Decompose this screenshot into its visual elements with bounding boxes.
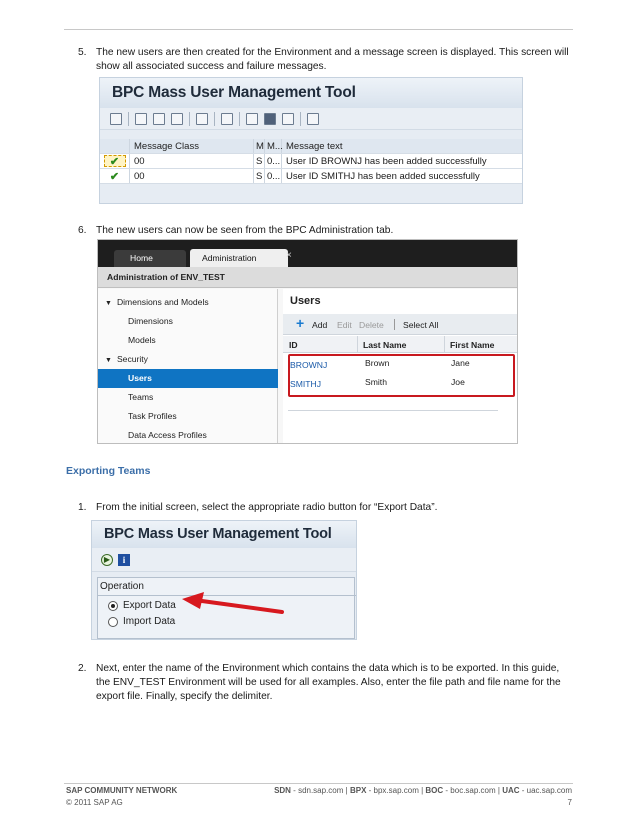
import-data-label[interactable]: Import Data — [123, 616, 176, 627]
message-number-cell: 0... — [267, 170, 281, 182]
checkmark-icon: ✔ — [109, 170, 120, 183]
tab-home[interactable]: Home — [114, 250, 186, 267]
select-column-header — [100, 139, 130, 153]
footer-bpx-link[interactable]: - bpx.sap.com | — [366, 786, 426, 795]
row-selector[interactable] — [104, 155, 126, 167]
step-text: The new users can now be seen from the BPC Administration tab. — [96, 225, 394, 236]
grid-header — [100, 139, 523, 154]
step-5 — [64, 46, 576, 74]
step-text: Next, enter the name of the Environment which contains the data which is to be exported. In this guide, the ENV_TEST Environment will be used for all examples. Also, enter the file path and file name for the export file. Finally, specify the delimiter. — [96, 663, 561, 702]
toolbar-separator — [239, 112, 240, 126]
arrow-shaft — [202, 601, 282, 612]
first-name-cell: Joe — [451, 377, 465, 387]
tab-bar — [98, 240, 517, 267]
message-class-cell: 00 — [130, 169, 254, 183]
step-text: From the initial screen, select the appropriate radio button for “Export Data”. — [96, 502, 438, 513]
step-number: 5. — [78, 47, 87, 58]
sap-title: BPC Mass User Management Tool — [100, 78, 522, 108]
tree-item-dimensions-and-models[interactable]: ▼ Dimensions and Models — [105, 297, 209, 307]
print-icon[interactable] — [135, 113, 147, 125]
tree-item-data-access-profiles[interactable]: Data Access Profiles — [128, 430, 207, 440]
refresh-icon[interactable] — [196, 113, 208, 125]
filter-icon[interactable] — [171, 113, 183, 125]
sap-toolbar — [100, 108, 522, 130]
footer-sdn-label: SDN — [274, 786, 291, 795]
users-grid-header — [283, 336, 518, 353]
column-divider — [357, 336, 358, 353]
users-title: Users — [290, 295, 321, 307]
footer-uac-link[interactable]: - uac.sap.com — [519, 786, 572, 795]
column-divider — [444, 336, 445, 353]
toolbar-separator — [128, 112, 129, 126]
step-number: 6. — [78, 225, 87, 236]
tree-item-teams[interactable]: Teams — [128, 392, 154, 402]
column-header-id[interactable]: ID — [289, 340, 298, 350]
column-header-first-name[interactable]: First Name — [450, 340, 495, 350]
sort-icon[interactable] — [153, 113, 165, 125]
delete-button[interactable]: Delete — [359, 320, 384, 330]
footer-network: SAP COMMUNITY NETWORK — [66, 786, 178, 795]
close-icon[interactable]: × — [286, 250, 292, 261]
toolbar-separator — [300, 112, 301, 126]
tree-item-users[interactable]: Users — [98, 369, 278, 388]
highlight-box — [288, 354, 515, 397]
toolbar-separator — [214, 112, 215, 126]
sap-title: BPC Mass User Management Tool — [92, 521, 356, 548]
export-data-label[interactable]: Export Data — [123, 600, 176, 611]
sap-message-screenshot — [99, 77, 523, 204]
last-name-cell: Smith — [365, 377, 387, 387]
message-text-cell: User ID SMITHJ has been added successfully — [286, 170, 480, 182]
footer-links — [274, 786, 572, 795]
users-panel — [283, 289, 518, 444]
execute-icon[interactable]: ▶ — [101, 554, 113, 566]
edit-button[interactable]: Edit — [337, 320, 352, 330]
add-icon[interactable]: + — [296, 315, 305, 331]
tree-item-security[interactable]: ▼ Security — [105, 354, 148, 364]
step-text: The new users are then created for the Environment and a message screen is displayed. This screen will show all associated success and failure messages. — [96, 47, 569, 72]
message-type-cell: S — [254, 169, 265, 183]
message-number-cell: 0... — [267, 155, 281, 167]
column-header[interactable]: M... — [267, 140, 283, 152]
tree-item-dimensions[interactable]: Dimensions — [128, 316, 173, 326]
column-header[interactable]: Message text — [286, 140, 343, 152]
select-all-button[interactable]: Select All — [403, 320, 439, 330]
tree-item-task-profiles[interactable]: Task Profiles — [128, 411, 177, 421]
footer-boc-label: BOC — [425, 786, 444, 795]
grid-icon[interactable] — [307, 113, 319, 125]
layout-icon[interactable] — [264, 113, 276, 125]
header-rule — [64, 29, 573, 30]
toolbar-separator — [394, 319, 395, 330]
red-arrow-annotation — [92, 521, 357, 640]
step-number: 1. — [78, 502, 87, 513]
step-1 — [64, 501, 576, 515]
first-name-cell: Jane — [451, 358, 470, 368]
arrow-head — [182, 592, 204, 609]
message-class-cell: 00 — [130, 154, 254, 168]
bpc-admin-screenshot — [97, 239, 518, 444]
chart-icon[interactable] — [282, 113, 294, 125]
export-icon[interactable] — [221, 113, 233, 125]
table-row[interactable] — [100, 169, 523, 184]
toolbar-separator — [189, 112, 190, 126]
expand-triangle-icon[interactable]: ▼ — [105, 300, 112, 307]
message-text-cell: User ID BROWNJ has been added successfully — [286, 155, 487, 167]
step-6 — [64, 224, 576, 238]
user-id-cell[interactable]: SMITHJ — [290, 379, 322, 389]
last-name-cell: Brown — [365, 358, 390, 368]
user-id-cell[interactable]: BROWNJ — [290, 360, 328, 370]
operation-label: Operation — [100, 581, 144, 592]
tab-administration[interactable]: Administration — [190, 249, 288, 267]
footer-sdn-link[interactable]: - sdn.sap.com | — [290, 786, 350, 795]
section-heading: Exporting Teams — [66, 465, 151, 477]
footer-bpx-label: BPX — [349, 786, 367, 795]
step-2 — [64, 662, 576, 704]
users-toolbar — [283, 314, 518, 335]
admin-tree — [98, 289, 278, 444]
footer-rule — [64, 783, 573, 784]
grid-bottom-rule — [288, 399, 498, 411]
info-icon[interactable]: i — [118, 554, 130, 566]
message-grid — [100, 139, 523, 184]
admin-header: Administration of ENV_TEST — [98, 267, 517, 288]
footer-uac-label: UAC — [502, 786, 520, 795]
footer-boc-link[interactable]: - boc.sap.com | — [443, 786, 503, 795]
table-row[interactable] — [100, 154, 523, 169]
step-number: 2. — [78, 663, 87, 674]
tree-item-models[interactable]: Models — [128, 335, 156, 345]
column-header-last-name[interactable]: Last Name — [363, 340, 407, 350]
add-button[interactable]: Add — [312, 320, 328, 330]
details-icon[interactable] — [110, 113, 122, 125]
column-header[interactable]: M — [256, 140, 264, 152]
column-header[interactable]: Message Class — [130, 139, 254, 153]
sap-operation-screenshot — [91, 520, 357, 640]
page-number: 7 — [567, 798, 572, 807]
message-type-cell: S — [254, 154, 265, 168]
checkmark-icon: ✔ — [109, 155, 120, 168]
footer-copyright: © 2011 SAP AG — [66, 798, 123, 807]
save-icon[interactable] — [246, 113, 258, 125]
expand-triangle-icon[interactable]: ▼ — [105, 357, 112, 364]
